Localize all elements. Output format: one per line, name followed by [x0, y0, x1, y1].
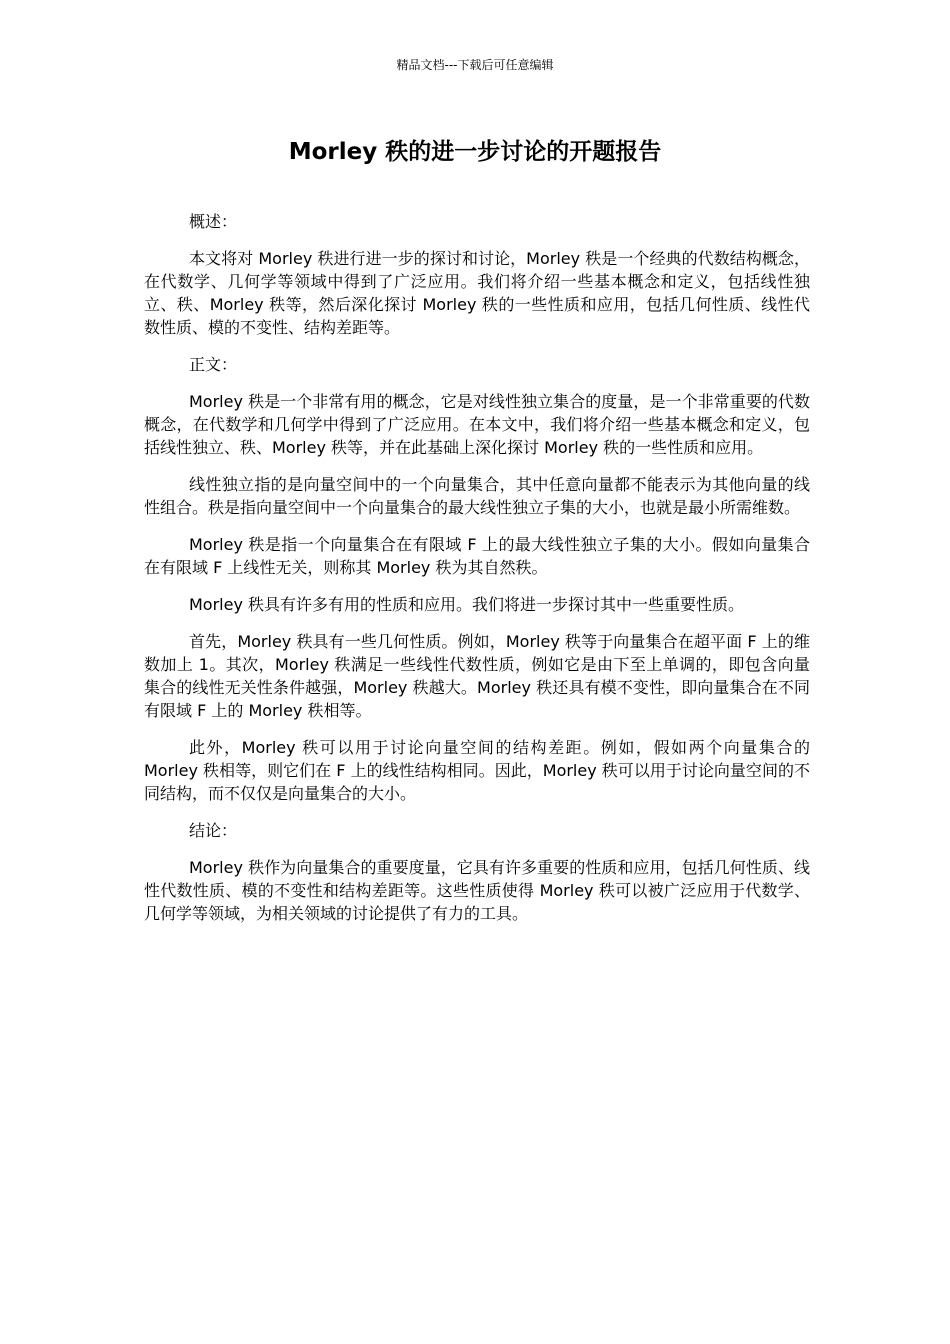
document-title: Morley 秩的进一步讨论的开题报告	[288, 139, 662, 165]
body-paragraph-4: Morley 秩具有许多有用的性质和应用。我们将进一步探讨其中一些重要性质。	[189, 595, 745, 614]
document-body	[144, 210, 810, 939]
body-paragraph-3: Morley 秩是指一个向量集合在有限域 F 上的最大线性独立子集的大小。假如向量集合在有限域 F 上线性无关，则称其 Morley 秩为其自然秩。	[144, 535, 810, 577]
page-header: 精品文档---下载后可任意编辑	[396, 58, 554, 72]
body-heading: 正文：	[189, 355, 238, 374]
body-paragraph-6: 此外，Morley 秩可以用于讨论向量空间的结构差距。例如，假如两个向量集合的 Morley 秩相等，则它们在 F 上的线性结构相同。因此，Morley 秩可以用于讨论向量空间的不同结构，而不仅仅是向量集合的大小。	[144, 738, 810, 803]
conclusion-paragraph: Morley 秩作为向量集合的重要度量，它具有许多重要的性质和应用，包括几何性质、线性代数性质、模的不变性和结构差距等。这些性质使得 Morley 秩可以被广泛应用于代数学、几何学等领域，为相关领域的讨论提供了有力的工具。	[144, 858, 810, 923]
body-paragraph-2: 线性独立指的是向量空间中的一个向量集合，其中任意向量都不能表示为其他向量的线性组合。秩是指向量空间中一个向量集合的最大线性独立子集的大小，也就是最小所需维数。	[144, 475, 810, 517]
body-paragraph-5: 首先，Morley 秩具有一些几何性质。例如，Morley 秩等于向量集合在超平面 F 上的维数加上 1。其次，Morley 秩满足一些线性代数性质，例如它是由下至上单调的，即包含向量集合的线性无关性条件越强，Morley 秩越大。Morley 秩还具有模不变性，即向量集合在不同有限域 F 上的 Morley 秩相等。	[144, 632, 810, 720]
overview-heading: 概述：	[189, 212, 238, 231]
body-paragraph-1: Morley 秩是一个非常有用的概念，它是对线性独立集合的度量，是一个非常重要的代数概念，在代数学和几何学中得到了广泛应用。在本文中，我们将介绍一些基本概念和定义，包括线性独立、秩、Morley 秩等，并在此基础上深化探讨 Morley 秩的一些性质和应用。	[144, 392, 810, 457]
overview-paragraph: 本文将对 Morley 秩进行进一步的探讨和讨论，Morley 秩是一个经典的代数结构概念，在代数学、几何学等领域中得到了广泛应用。我们将介绍一些基本概念和定义，包括线性独立、秩、Morley 秩等，然后深化探讨 Morley 秩的一些性质和应用，包括几何性质、线性代数性质、模的不变性、结构差距等。	[144, 249, 810, 337]
conclusion-heading: 结论：	[189, 821, 238, 840]
